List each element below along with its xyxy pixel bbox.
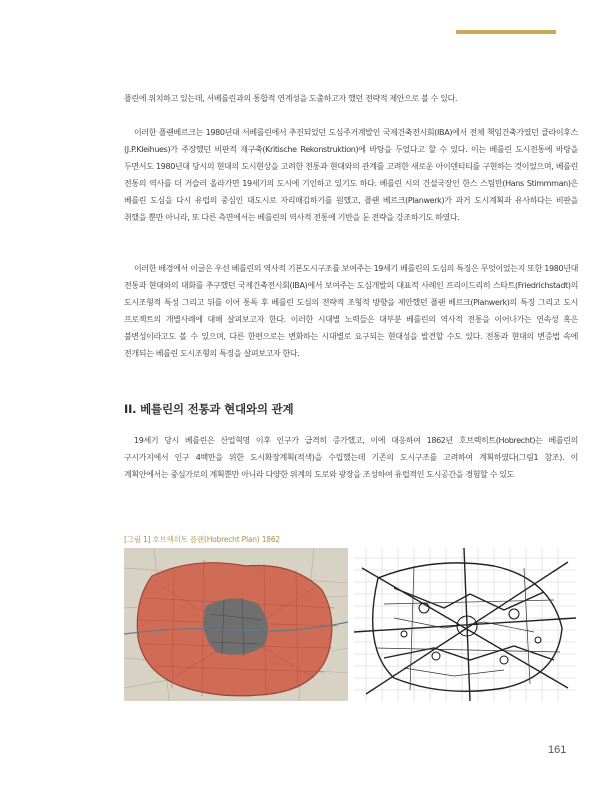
- paragraph-3: 이러한 배경에서 이글은 우선 베를린의 역사적 기본도시구조를 보여주는 19세기 베를린의 도심의 특징은 무엇이었는지 또한 1980년대 전통과 현대와의 대화를 추구했던 국제건축전시회(IBA)에서 보여주는 도심개발의 대표적 사례인 프리이드리히 스타트(Friedrichstadt)의 도시조형적 특성 그리고 뒤를 이어 통독 후 베를린 도심의 전략적 조형적 방향을 제안했던 플랜 베르크(Planwerk)의 특징 그리고 도시 프로젝트의 개별사례에 대해 살펴보고자 한다. 이러한 시대별 노력들은 대부분 베를린의 역사적 전통을 이어나가는 연속성 혹은 불변성이라고도 볼 수 있으며, 다른 한편으로는 변화하는 시대별로 요구되는 현대성을 발견할 수도 있다. 전통과 현대의 변증법 속에 전개되는 베를린 도시조형의 특징을 살펴보고자 한다.: [124, 264, 578, 358]
- header-accent-rule: [456, 30, 556, 34]
- page-number: 161: [548, 744, 567, 756]
- hobrecht-plan-map: [124, 548, 348, 701]
- paragraph-1: 플린에 위치하고 있는데, 서베를린과의 통합적 연계성을 도출하고자 했던 전략적 제안으로 볼 수 있다.: [124, 94, 458, 103]
- street-network-diagram: [354, 548, 576, 701]
- section-heading: II. 베를린의 전통과 현대와의 관계: [124, 402, 294, 416]
- historic-map-illustration: [124, 548, 348, 701]
- paragraph-4: 19세기 당시 베를린은 산업혁명 이후 인구가 급격히 증가했고, 이에 대응하여 1862년 호브렉히트(Hobrecht)는 베를린의 구시가지에서 인구 4백만을 위한 도시확장계획(적색)을 수립했는데 기존의 도시구조를 고려하여 계획하였다(그림1 참조). 이 계획안에서는 중심가로의 계획뿐만 아니라 다양한 위계의 도로와 광장을 조성하여 유럽적인 도시공간을 경험할 수 있도: [124, 436, 578, 479]
- hobrecht-plan-street-network: [354, 548, 576, 701]
- figure-caption: [그림 1] 호브렉히트 플랜(Hobrecht Plan) 1862: [124, 535, 280, 544]
- paragraph-2: 이러한 플랜베르크는 1980년대 서베를린에서 추진되었던 도심주거계발인 국제건축전시회(IBA)에서 전체 책임건축가였던 클라이후스 (J.P.Kleihues)가 주장했던 비판적 재구축(Kritische Rekonstruktion)에 바탕을 두었다고 할 수 있다. 이는 베를린 도시전통에 바탕을 두면서도 1980년대 당시의 현대의 도시현상을 고려한 전통과 현대와의 관계를 고려한 새로운 아이덴티티를 구현하는 것이었으며, 베를린 전통의 역사를 더 거슬러 올라가면 19세기의 도시에 기인하고 있기도 하다. 베를린 시의 건설국장인 한스 스팀만(Hans Stimmman)은 베를린 도심을 다시 유럽의 중심인 대도시로 자리매김하기를 원했고, 플랜 베르크(Planwerk)가 과거 도시계획과 유사하다는 비판을 취했을 뿐만 아니라, 또 다른 측면에서는 베를린의 역사적 전통에 기반을 둔 전략을 강조하기도 하였다.: [124, 128, 578, 222]
